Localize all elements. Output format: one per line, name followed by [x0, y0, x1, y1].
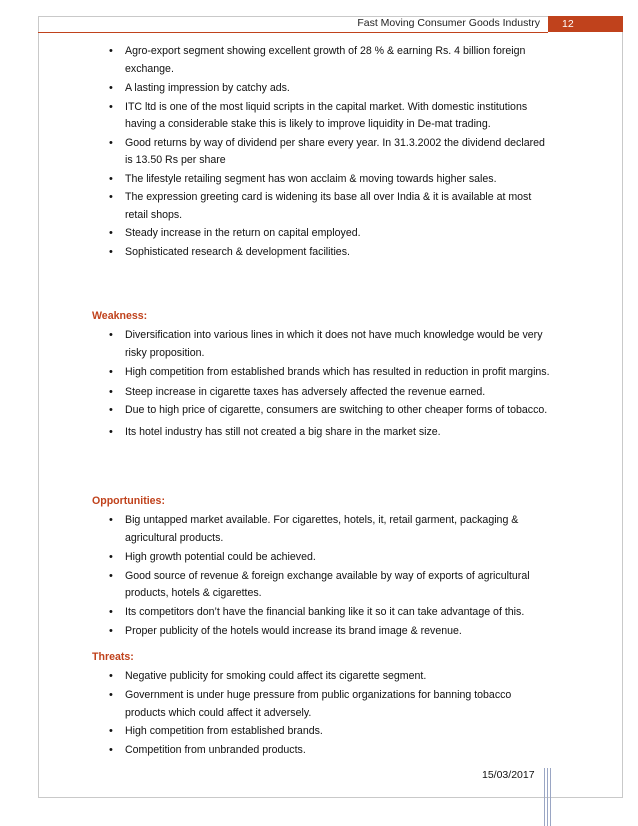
threats-heading: Threats:	[92, 650, 134, 663]
list-item: • Steep increase in cigarette taxes has adversely affected the revenue earned.	[92, 384, 552, 402]
list-item: • Good returns by way of dividend per share every year. In 31.3.2002 the dividend declared is 13.50 Rs per share	[92, 135, 552, 170]
list-item: • Its competitors don’t have the financial banking like it so it can take advantage of this.	[92, 604, 552, 622]
list-item: • Its hotel industry has still not created a big share in the market size.	[92, 424, 552, 442]
opportunities-heading: Opportunities:	[92, 495, 165, 507]
list-item: • Negative publicity for smoking could affect its cigarette segment.	[92, 668, 552, 686]
list-item: • Due to high price of cigarette, consumers are switching to other cheaper forms of tobacco.	[92, 402, 552, 420]
header-page-number: 12	[548, 16, 623, 32]
list-item: • Big untapped market available. For cigarettes, hotels, it, retail garment, packaging & agricultural products.	[92, 512, 552, 547]
weakness-list	[92, 327, 552, 441]
threats-list	[92, 668, 552, 760]
list-item: • Steady increase in the return on capital employed.	[92, 225, 552, 243]
list-item: • Diversification into various lines in which it does not have much knowledge would be very risky proposition.	[92, 327, 552, 362]
footer-date: 15/03/2017	[482, 769, 535, 781]
list-item: • Proper publicity of the hotels would increase its brand image & revenue.	[92, 623, 552, 641]
header-rule	[38, 32, 548, 33]
list-item: • ITC ltd is one of the most liquid scripts in the capital market. With domestic institutions having a considerable stake this is likely to improve liquidity in De-mat trading.	[92, 99, 552, 134]
list-item: • The expression greeting card is widening its base all over India & it is available at most retail shops.	[92, 189, 552, 224]
strengths-list	[92, 43, 552, 261]
list-item: • Sophisticated research & development facilities.	[92, 244, 552, 262]
list-item: • Government is under huge pressure from public organizations for banning tobacco products which could affect it adversely.	[92, 687, 552, 722]
document-body	[92, 43, 552, 759]
list-item: • High competition from established brands.	[92, 723, 552, 741]
list-item: • High competition from established brands which has resulted in reduction in profit margins.	[92, 364, 552, 382]
list-item: • The lifestyle retailing segment has won acclaim & moving towards higher sales.	[92, 171, 552, 189]
list-item: • Agro-export segment showing excellent growth of 28 % & earning Rs. 4 billion foreign exchange.	[92, 43, 552, 78]
list-item: • A lasting impression by catchy ads.	[92, 80, 552, 98]
opportunities-list	[92, 512, 552, 641]
header-title: Fast Moving Consumer Goods Industry	[357, 17, 540, 29]
list-item: • High growth potential could be achieved.	[92, 549, 552, 567]
page-header	[38, 16, 623, 32]
weakness-heading: Weakness:	[92, 310, 148, 322]
list-item: • Competition from unbranded products.	[92, 742, 552, 760]
list-item: • Good source of revenue & foreign exchange available by way of exports of agricultural products, hotels & cigarettes.	[92, 568, 552, 603]
